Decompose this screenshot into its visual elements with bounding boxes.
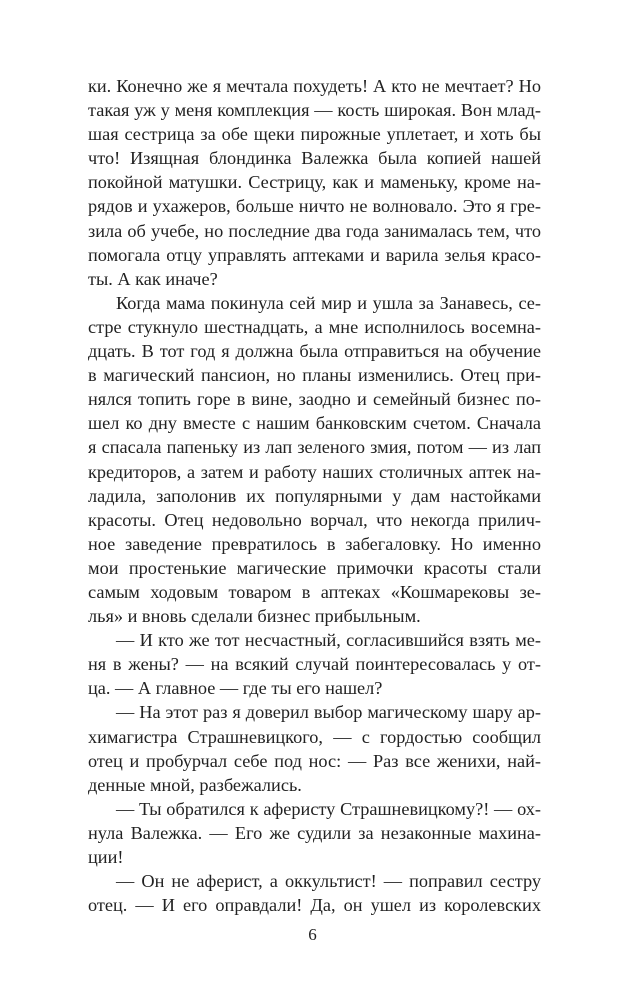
text-line: красоты. Отец недовольно ворчал, что некогда прилич- xyxy=(88,509,541,530)
text-line: ца. — А главное — где ты его нашел? xyxy=(88,678,383,699)
text-line: — И кто же тот несчастный, согласившийся взять ме- xyxy=(116,630,541,651)
text-line: в магический пансион, но планы изменились. Отец при- xyxy=(88,365,541,386)
text-line: денные мной, разбежались. xyxy=(88,774,302,795)
text-line: — На этот раз я доверил выбор магическому шару ар- xyxy=(116,702,541,723)
text-line: зила об учебе, но последние два года занималась тем, что xyxy=(88,220,541,241)
text-line: шая сестрица за обе щеки пирожные уплетает, и хоть бы xyxy=(88,124,541,145)
text-line: отец и пробурчал себе под нос: — Раз все женихи, най- xyxy=(88,750,541,771)
text-line: отец. — И его оправдали! Да, он ушел из королевских xyxy=(88,895,541,916)
text-line: — Он не аферист, а оккультист! — поправил сестру xyxy=(116,871,541,892)
text-line: нула Валежка. — Его же судили за незаконные махина- xyxy=(88,822,541,843)
text-line: такая уж у меня комплекция — кость широкая. Вон млад- xyxy=(88,100,541,121)
text-line: покойной матушки. Сестрицу, как и маменьку, кроме на- xyxy=(88,172,541,193)
text-line: рядов и ухажеров, больше ничто не волновало. Это я гре- xyxy=(88,196,541,217)
text-line: стре стукнуло шестнадцать, а мне исполнилось восемна- xyxy=(88,316,541,337)
text-line: нялся топить горе в вине, заодно и семейный бизнес по- xyxy=(88,389,541,410)
text-line: я спасала папеньку из лап зеленого змия, потом — из лап xyxy=(88,437,541,458)
page-number: 6 xyxy=(308,925,317,944)
text-line: ладила, заполонив их популярными у дам настойками xyxy=(88,485,541,506)
text-line: ное заведение превратилось в забегаловку. Но именно xyxy=(88,533,541,554)
text-line: помогала отцу управлять аптеками и варила зелья красо- xyxy=(88,244,541,265)
text-line: лья» и вновь сделали бизнес прибыльным. xyxy=(88,606,421,627)
text-line: что! Изящная блондинка Валежка была копией нашей xyxy=(88,148,541,169)
text-line: ции! xyxy=(88,847,124,867)
text-line: кредиторов, а затем и работу наших столичных аптек на- xyxy=(88,461,541,482)
text-line: шел ко дну вместе с нашим банковским счетом. Сначала xyxy=(88,413,541,434)
body-text xyxy=(88,74,541,917)
text-line: дцать. В тот год я должна была отправиться на обучение xyxy=(88,341,541,362)
text-line: Когда мама покинула сей мир и ушла за Занавесь, се- xyxy=(116,292,541,313)
text-line: мои простенькие магические примочки красоты стали xyxy=(88,557,541,578)
text-line: самым ходовым товаром в аптеках «Кошмарековы зе- xyxy=(88,581,541,602)
text-line: ня в жены? — на всякий случай поинтересовалась у от- xyxy=(88,654,541,675)
text-line: — Ты обратился к аферисту Страшневицкому?! — ох- xyxy=(116,798,541,819)
text-line: химагистра Страшневицкого, — с гордостью сообщил xyxy=(88,726,541,747)
text-line: ки. Конечно же я мечтала похудеть! А кто не мечтает? Но xyxy=(88,76,541,96)
text-line: ты. А как иначе? xyxy=(88,268,218,289)
